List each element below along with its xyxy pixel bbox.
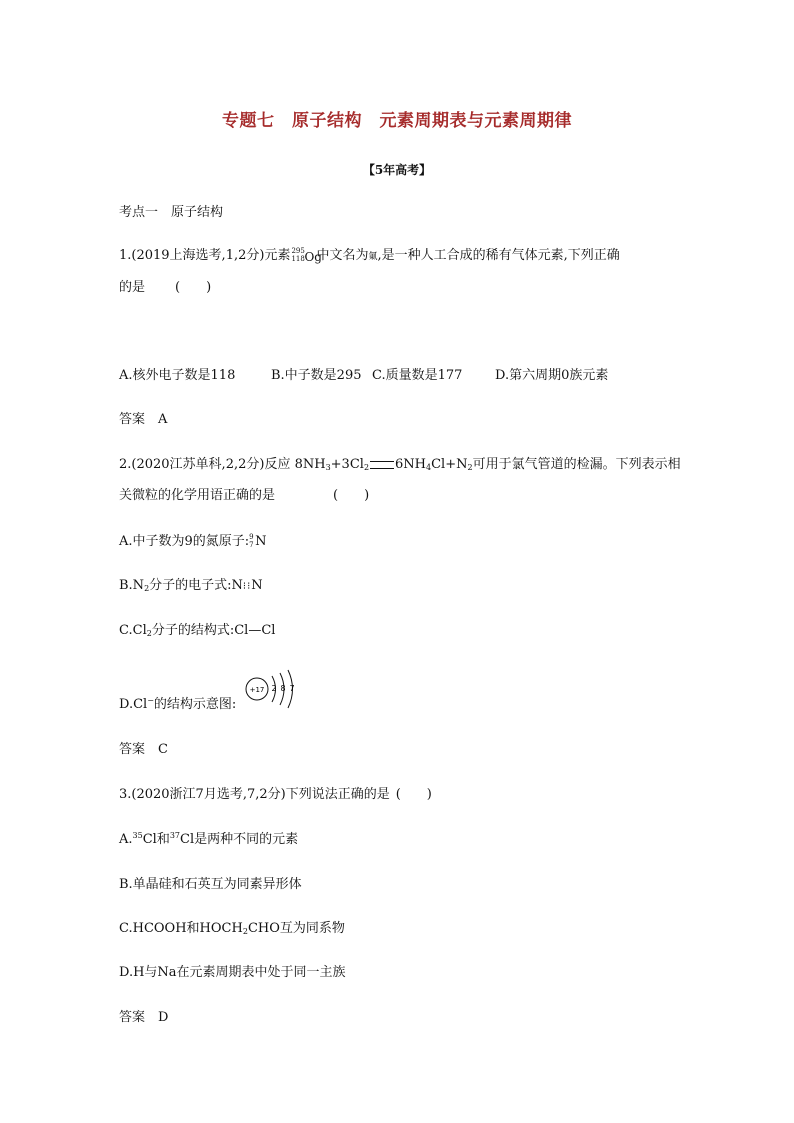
q1-stem-text-b: 中文名为	[316, 248, 369, 263]
shell-electrons-1: 2	[271, 684, 277, 693]
q2-answer: 答案 C	[119, 742, 168, 757]
section-heading: 【5年高考】	[362, 163, 432, 177]
chloride-ion-structure-diagram	[242, 668, 304, 710]
q3-option-a: A.$^{35}$Cl和$^{37}$Cl是两种不同的元素	[119, 831, 299, 847]
q1-nuclide	[290, 247, 322, 264]
q1-mass-number: 295	[291, 247, 305, 255]
q2-option-d: D.Cl−的结构示意图:	[119, 696, 237, 712]
q2-stem-line1: 2.(2020江苏单科,2,2分)反应 $8NH_3+3Cl_2$ $6NH_4Cl+N_2$可用于氯气管道的检漏。下列表示相	[119, 457, 681, 472]
shell-electrons-3: 7	[289, 684, 295, 693]
q1-element-symbol: Og	[304, 250, 322, 264]
q1-atomic-number: 118	[291, 255, 305, 263]
q3-stem: 3.(2020浙江7月选考,7,2分)下列说法正确的是 ( )	[119, 787, 432, 802]
q2-option-b: $B.N_2$分子的电子式:N⁝⁝N	[119, 578, 263, 593]
q2-nitrogen-nuclide: 9 7	[249, 533, 254, 549]
q1-stem-text: 1.(2019上海选考,1,2分)元素	[119, 248, 291, 263]
q3-option-b: B.单晶硅和石英互为同素异形体	[119, 877, 302, 892]
q2-option-c: $C.Cl_2$分子的结构式:Cl—Cl	[119, 623, 276, 638]
q2-stem-line2: 关微粒的化学用语正确的是 ( )	[119, 488, 370, 503]
electron-pair-dots: ⁝⁝	[242, 581, 252, 592]
q3-answer: 答案 D	[119, 1010, 169, 1025]
q2-option-a: A.中子数为9的氮原子: 9 7 N	[119, 533, 267, 549]
q1-option-c: C.质量数是177	[372, 368, 463, 383]
q3-answer-paren: ( )	[395, 787, 432, 802]
q1-answer-paren: ( )	[175, 280, 212, 295]
q2-answer-paren: ( )	[333, 488, 370, 503]
shell-electrons-2: 8	[280, 684, 286, 693]
nucleus-charge: +17	[249, 686, 265, 694]
q1-option-d: D.第六周期0族元素	[495, 368, 609, 383]
document-title: 专题七 原子结构 元素周期表与元素周期律	[222, 111, 572, 131]
q1-option-a: A.核外电子数是118	[119, 368, 236, 383]
q1-stem-text-c: ,是一种人工合成的稀有气体元素,下列正确	[377, 248, 620, 263]
q3-option-d: D.H与Na在元素周期表中处于同一主族	[119, 965, 346, 980]
q1-answer: 答案 A	[119, 412, 168, 427]
q1-element-name: 氭	[368, 252, 378, 262]
q1-option-b: B.中子数是295	[271, 368, 362, 383]
reaction-equals-sign	[370, 461, 394, 469]
topic-heading: 考点一 原子结构	[119, 205, 224, 220]
q1-stem-line2: 的是 ( )	[119, 280, 212, 295]
q1-stem-line1	[119, 248, 620, 265]
q3-option-c: C.HCOOH和$HOCH_2CHO$互为同系物	[119, 921, 345, 936]
